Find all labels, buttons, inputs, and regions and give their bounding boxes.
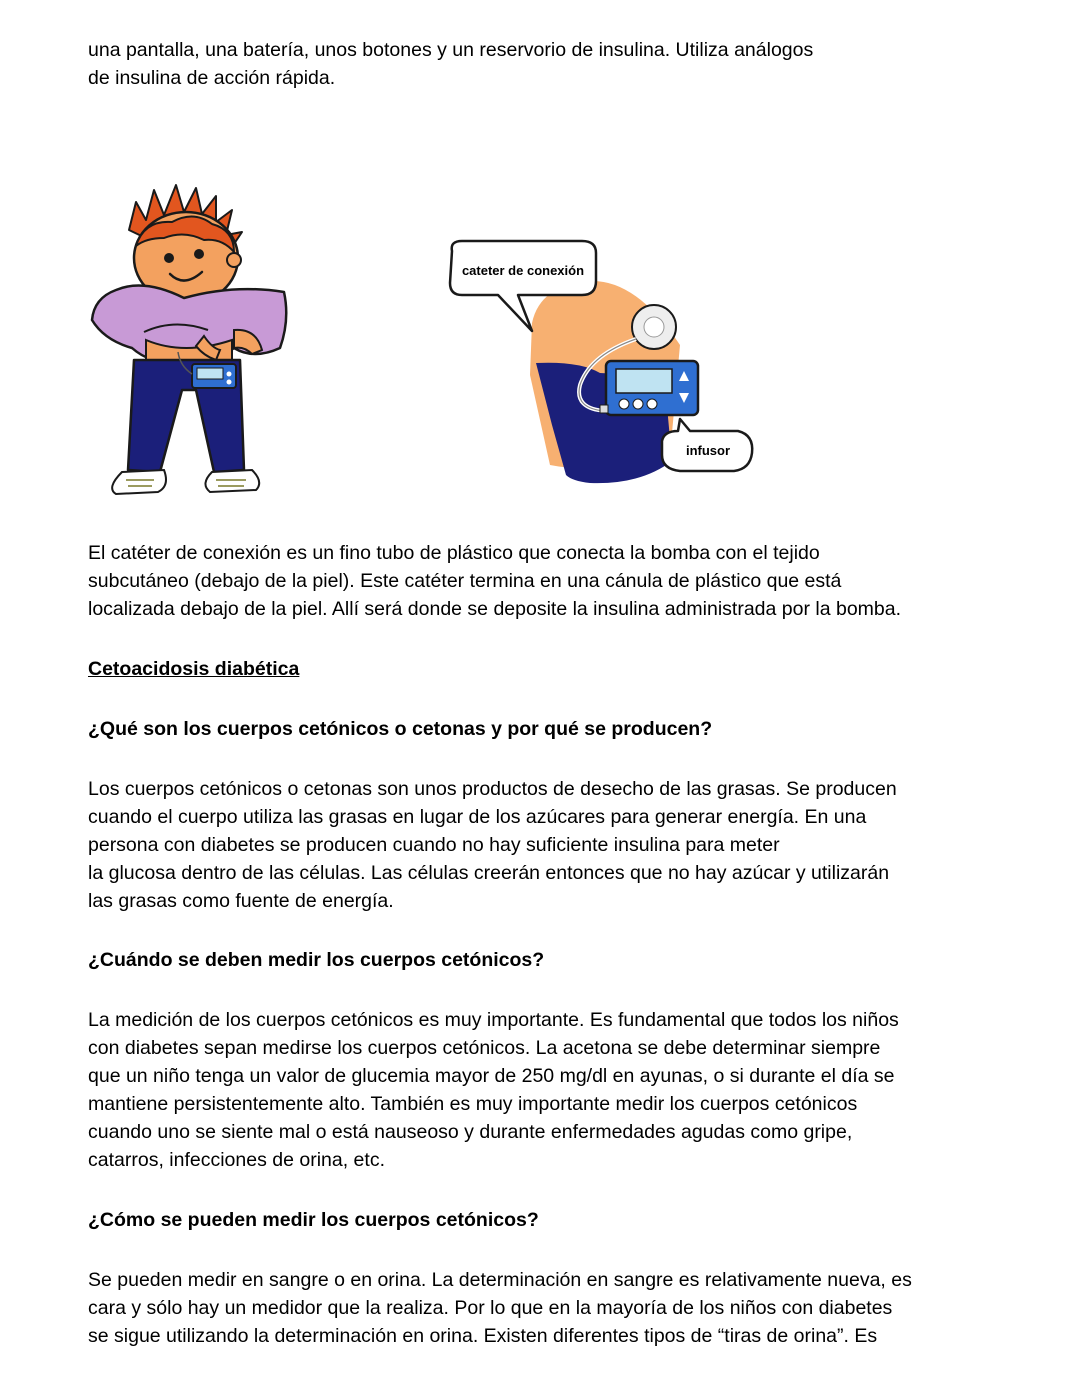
- text-line: una pantalla, una batería, unos botones y un reservorio de insulina. Utiliza análogos: [88, 39, 814, 61]
- text-line: localizada debajo de la piel. Allí será donde se deposite la insulina administrada por la bomba.: [88, 598, 902, 620]
- catheter-paragraph: [88, 539, 998, 623]
- answer-paragraph-2: [88, 1006, 998, 1174]
- infusor-callout-label: infusor: [685, 443, 731, 458]
- answer-paragraph-1: [88, 775, 998, 915]
- text-line: las grasas como fuente de energía.: [88, 890, 394, 912]
- question-heading-2: ¿Cuándo se deben medir los cuerpos cetónicos?: [88, 949, 545, 971]
- question-heading-3: ¿Cómo se pueden medir los cuerpos cetónicos?: [88, 1209, 539, 1231]
- text-line: de insulina de acción rápida.: [88, 67, 336, 89]
- text-line: persona con diabetes se producen cuando no hay suficiente insulina para meter: [88, 834, 780, 856]
- text-line: con diabetes sepan medirse los cuerpos cetónicos. La acetona se debe determinar siempre: [88, 1037, 881, 1059]
- text-line: se sigue utilizando la determinación en orina. Existen diferentes tipos de “tiras de orina”. Es: [88, 1325, 878, 1347]
- text-line: la glucosa dentro de las células. Las células creerán entonces que no hay azúcar y utilizarán: [88, 862, 890, 884]
- insulin-pump-diagram: [440, 235, 760, 495]
- question-heading-1: ¿Qué son los cuerpos cetónicos o cetonas y por qué se producen?: [88, 718, 713, 740]
- text-line: Se pueden medir en sangre o en orina. La determinación en sangre es relativamente nueva, es: [88, 1269, 912, 1291]
- text-line: La medición de los cuerpos cetónicos es muy importante. Es fundamental que todos los niños: [88, 1009, 899, 1031]
- text-line: que un niño tenga un valor de glucemia mayor de 250 mg/dl en ayunas, o si durante el día se: [88, 1065, 895, 1087]
- text-line: mantiene persistentemente alto. También es muy importante medir los cuerpos cetónicos: [88, 1093, 858, 1115]
- boy-with-insulin-pump-illustration: [84, 180, 299, 510]
- text-line: cara y sólo hay un medidor que la realiza. Por lo que en la mayoría de los niños con diabetes: [88, 1297, 893, 1319]
- catheter-callout-label: cateter de conexión: [461, 263, 585, 278]
- text-line: Los cuerpos cetónicos o cetonas son unos productos de desecho de las grasas. Se producen: [88, 778, 897, 800]
- text-line: El catéter de conexión es un fino tubo de plástico que conecta la bomba con el tejido: [88, 542, 820, 564]
- section-title: Cetoacidosis diabética: [88, 658, 300, 680]
- text-line: subcutáneo (debajo de la piel). Este catéter termina en una cánula de plástico que está: [88, 570, 842, 592]
- answer-paragraph-3: [88, 1266, 998, 1350]
- text-line: cuando uno se siente mal o está nauseoso y durante enfermedades agudas como gripe,: [88, 1121, 853, 1143]
- intro-paragraph: [88, 36, 998, 92]
- text-line: catarros, infecciones de orina, etc.: [88, 1149, 385, 1171]
- text-line: cuando el cuerpo utiliza las grasas en lugar de los azúcares para generar energía. En una: [88, 806, 867, 828]
